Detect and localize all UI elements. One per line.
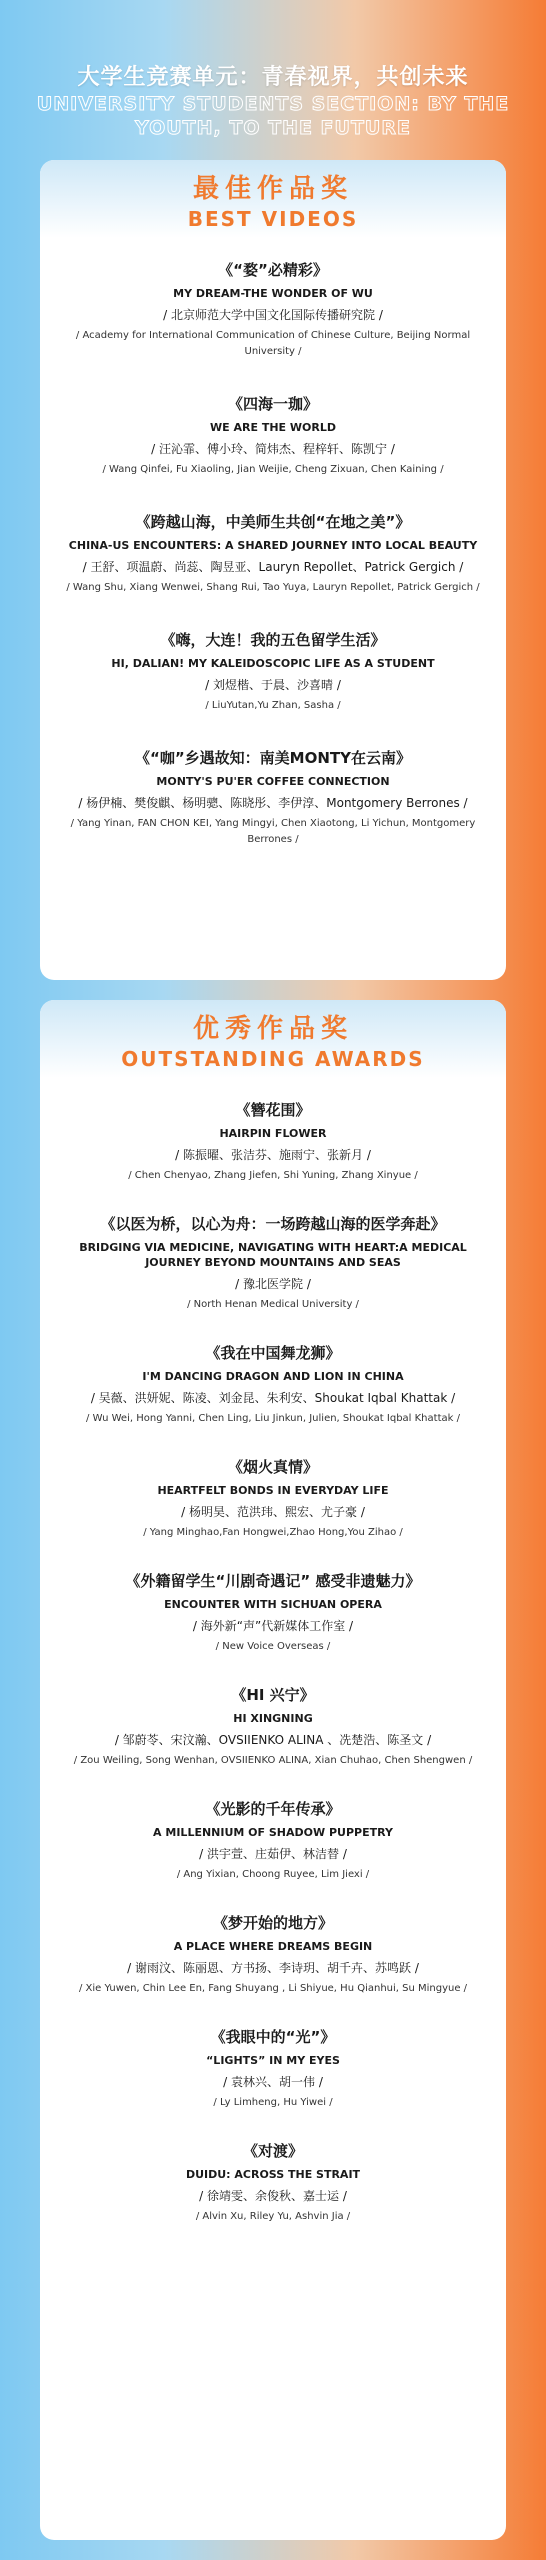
entry-credits-zh: / 豫北医学院 / <box>235 1277 311 1291</box>
entry-credits-en: / Xie Yuwen, Chin Lee En, Fang Shuyang , Li Shiyue, Hu Qianhui, Su Mingyue / <box>78 1983 468 1994</box>
award-entry <box>54 2027 492 2111</box>
entry-credits-zh: / 北京师范大学中国文化国际传播研究院 / <box>163 308 383 322</box>
entry-credits-en: / Chen Chenyao, Zhang Jiefen, Shi Yuning, Zhang Xinyue / <box>128 1170 418 1181</box>
award-entry <box>54 1799 492 1883</box>
entry-title-zh: 《对渡》 <box>242 2142 303 2160</box>
entry-credits-zh: / 袁林兴、胡一伟 / <box>223 2075 323 2089</box>
entry-title-zh: 《以医为桥，以心为舟：一场跨越山海的医学奔赴》 <box>100 1215 446 1233</box>
entry-credits-zh: / 谢雨汶、陈丽恩、方书扬、李诗玥、胡千卉、苏鸣跃 / <box>127 1961 419 1975</box>
entry-credits-zh: / 杨伊楠、樊俊麒、杨明骢、陈晓彤、李伊淳、Montgomery Berrones / <box>78 796 468 810</box>
award-entry <box>54 394 492 478</box>
entry-credits-zh: / 海外新“声”代新媒体工作室 / <box>192 1619 354 1633</box>
entry-title-en: I'M DANCING DRAGON AND LION IN CHINA <box>142 1370 404 1383</box>
entry-title-zh: 《HI 兴宁》 <box>231 1686 315 1704</box>
entry-credits-zh: / 王舒、项温蔚、尚蕊、陶昱亚、Lauryn Repollet、Patrick Gergich / <box>82 560 464 574</box>
section-title-en: UNIVERSITY STUDENTS SECTION: BY THE YOUTH, TO THE FUTURE <box>36 93 510 139</box>
entry-title-en: WE ARE THE WORLD <box>210 421 336 434</box>
award-entry <box>54 1685 492 1769</box>
entry-credits-zh: / 邹蔚苓、宋汶瀚、OVSIIENKO ALINA 、冼楚浩、陈圣文 / <box>114 1733 432 1747</box>
entry-credits-en: / Ly Limheng, Hu Yiwei / <box>213 2097 333 2108</box>
entry-title-zh: 《“婺”必精彩》 <box>218 261 328 279</box>
outstanding-awards-title-zh: 优秀作品奖 <box>192 1014 353 1044</box>
entry-title-en: HI XINGNING <box>233 1712 313 1725</box>
section-header <box>0 0 546 160</box>
entry-credits-en: / Yang Yinan, FAN CHON KEI, Yang Mingyi, Chen Xiaotong, Li Yichun, Montgomery Berrones / <box>70 818 476 845</box>
outstanding-awards-heading <box>40 1000 506 1078</box>
entry-title-zh: 《我在中国舞龙狮》 <box>205 1344 341 1362</box>
entry-credits-zh: / 陈振曜、张洁芬、施雨宁、张新月 / <box>175 1148 371 1162</box>
entry-title-en: MY DREAM-THE WONDER OF WU <box>173 287 373 300</box>
best-videos-heading <box>40 160 506 238</box>
entry-title-en: A MILLENNIUM OF SHADOW PUPPETRY <box>153 1826 393 1839</box>
award-entry <box>54 1214 492 1313</box>
entry-title-zh: 《我眼中的“光”》 <box>210 2028 336 2046</box>
entry-title-en: MONTY'S PU'ER COFFEE CONNECTION <box>156 775 390 788</box>
entry-credits-zh: / 吴薇、洪妍妮、陈凌、刘金昆、朱利安、Shoukat Iqbal Khattak / <box>90 1391 456 1405</box>
entry-title-en: ENCOUNTER WITH SICHUAN OPERA <box>164 1598 382 1611</box>
entry-credits-zh: / 洪宇萱、庄茹伊、林洁替 / <box>199 1847 347 1861</box>
entry-title-zh: 《嗨，大连！我的五色留学生活》 <box>160 631 386 649</box>
entry-title-zh: 《“咖”乡遇故知：南美MONTY在云南》 <box>134 749 412 767</box>
entry-credits-en: / Yang Minghao,Fan Hongwei,Zhao Hong,You Zihao / <box>143 1527 403 1538</box>
award-entry <box>54 512 492 596</box>
award-entry <box>54 1571 492 1655</box>
award-entry <box>54 2141 492 2225</box>
entry-credits-en: / Alvin Xu, Riley Yu, Ashvin Jia / <box>195 2211 351 2222</box>
entry-credits-en: / New Voice Overseas / <box>215 1641 331 1652</box>
section-title-zh: 大学生竞赛单元：青春视界，共创未来 <box>77 65 469 90</box>
award-entry <box>54 260 492 360</box>
entry-title-en: HI, DALIAN! MY KALEIDOSCOPIC LIFE AS A STUDENT <box>111 657 435 670</box>
award-entry <box>54 1913 492 1997</box>
entry-title-zh: 《簪花围》 <box>235 1101 311 1119</box>
entry-credits-en: / LiuYutan,Yu Zhan, Sasha / <box>205 700 341 711</box>
award-entry <box>54 1343 492 1427</box>
entry-credits-zh: / 汪沁霏、傅小玲、简炜杰、程梓轩、陈凯宁 / <box>151 442 395 456</box>
entry-title-en: HEARTFELT BONDS IN EVERYDAY LIFE <box>157 1484 389 1497</box>
entry-title-zh: 《跨越山海，中美师生共创“在地之美”》 <box>135 513 411 531</box>
entry-credits-en: / Ang Yixian, Choong Ruyee, Lim Jiexi / <box>176 1869 370 1880</box>
award-entry <box>54 630 492 714</box>
entry-title-zh: 《梦开始的地方》 <box>212 1914 333 1932</box>
award-entry <box>54 1100 492 1184</box>
entry-credits-en: / North Henan Medical University / <box>187 1299 359 1310</box>
entry-title-en: CHINA-US ENCOUNTERS: A SHARED JOURNEY INTO LOCAL BEAUTY <box>68 539 478 552</box>
award-entry <box>54 748 492 848</box>
entry-title-en: A PLACE WHERE DREAMS BEGIN <box>173 1940 373 1953</box>
entry-credits-zh: / 徐靖雯、余俊秋、嘉士运 / <box>199 2189 347 2203</box>
entry-title-zh: 《外籍留学生“川剧奇遇记” 感受非遗魅力》 <box>125 1572 421 1590</box>
best-videos-list <box>40 260 506 848</box>
entry-title-en: DUIDU: ACROSS THE STRAIT <box>185 2168 361 2181</box>
outstanding-awards-list <box>40 1100 506 2225</box>
entry-title-zh: 《烟火真情》 <box>227 1458 318 1476</box>
entry-credits-zh: / 杨明昊、范洪玮、熙宏、尤子豪 / <box>181 1505 365 1519</box>
entry-credits-en: / Wang Shu, Xiang Wenwei, Shang Rui, Tao Yuya, Lauryn Repollet, Patrick Gergich / <box>66 582 480 593</box>
entry-title-en: “LIGHTS” IN MY EYES <box>206 2054 340 2067</box>
award-entry <box>54 1457 492 1541</box>
entry-credits-en: / Zou Weiling, Song Wenhan, OVSIIENKO ALINA, Xian Chuhao, Chen Shengwen / <box>73 1755 473 1766</box>
entry-title-zh: 《四海一珈》 <box>227 395 318 413</box>
outstanding-awards-panel <box>40 1000 506 2540</box>
entry-title-en: BRIDGING VIA MEDICINE, NAVIGATING WITH HEART:A MEDICAL JOURNEY BEYOND MOUNTAINS AND SEAS <box>79 1241 467 1269</box>
entry-title-zh: 《光影的千年传承》 <box>205 1800 341 1818</box>
best-videos-title-zh: 最佳作品奖 <box>192 174 353 204</box>
entry-credits-en: / Wang Qinfei, Fu Xiaoling, Jian Weijie, Cheng Zixuan, Chen Kaining / <box>102 464 444 475</box>
entry-credits-zh: / 刘煜楷、于晨、沙喜晴 / <box>205 678 341 692</box>
entry-title-en: HAIRPIN FLOWER <box>219 1127 327 1140</box>
best-videos-title-en: BEST VIDEOS <box>187 207 359 231</box>
entry-credits-en: / Wu Wei, Hong Yanni, Chen Ling, Liu Jinkun, Julien, Shoukat Iqbal Khattak / <box>86 1413 460 1424</box>
best-videos-panel <box>40 160 506 980</box>
outstanding-awards-title-en: OUTSTANDING AWARDS <box>121 1047 425 1071</box>
entry-credits-en: / Academy for International Communication of Chinese Culture, Beijing Normal University / <box>75 330 471 357</box>
